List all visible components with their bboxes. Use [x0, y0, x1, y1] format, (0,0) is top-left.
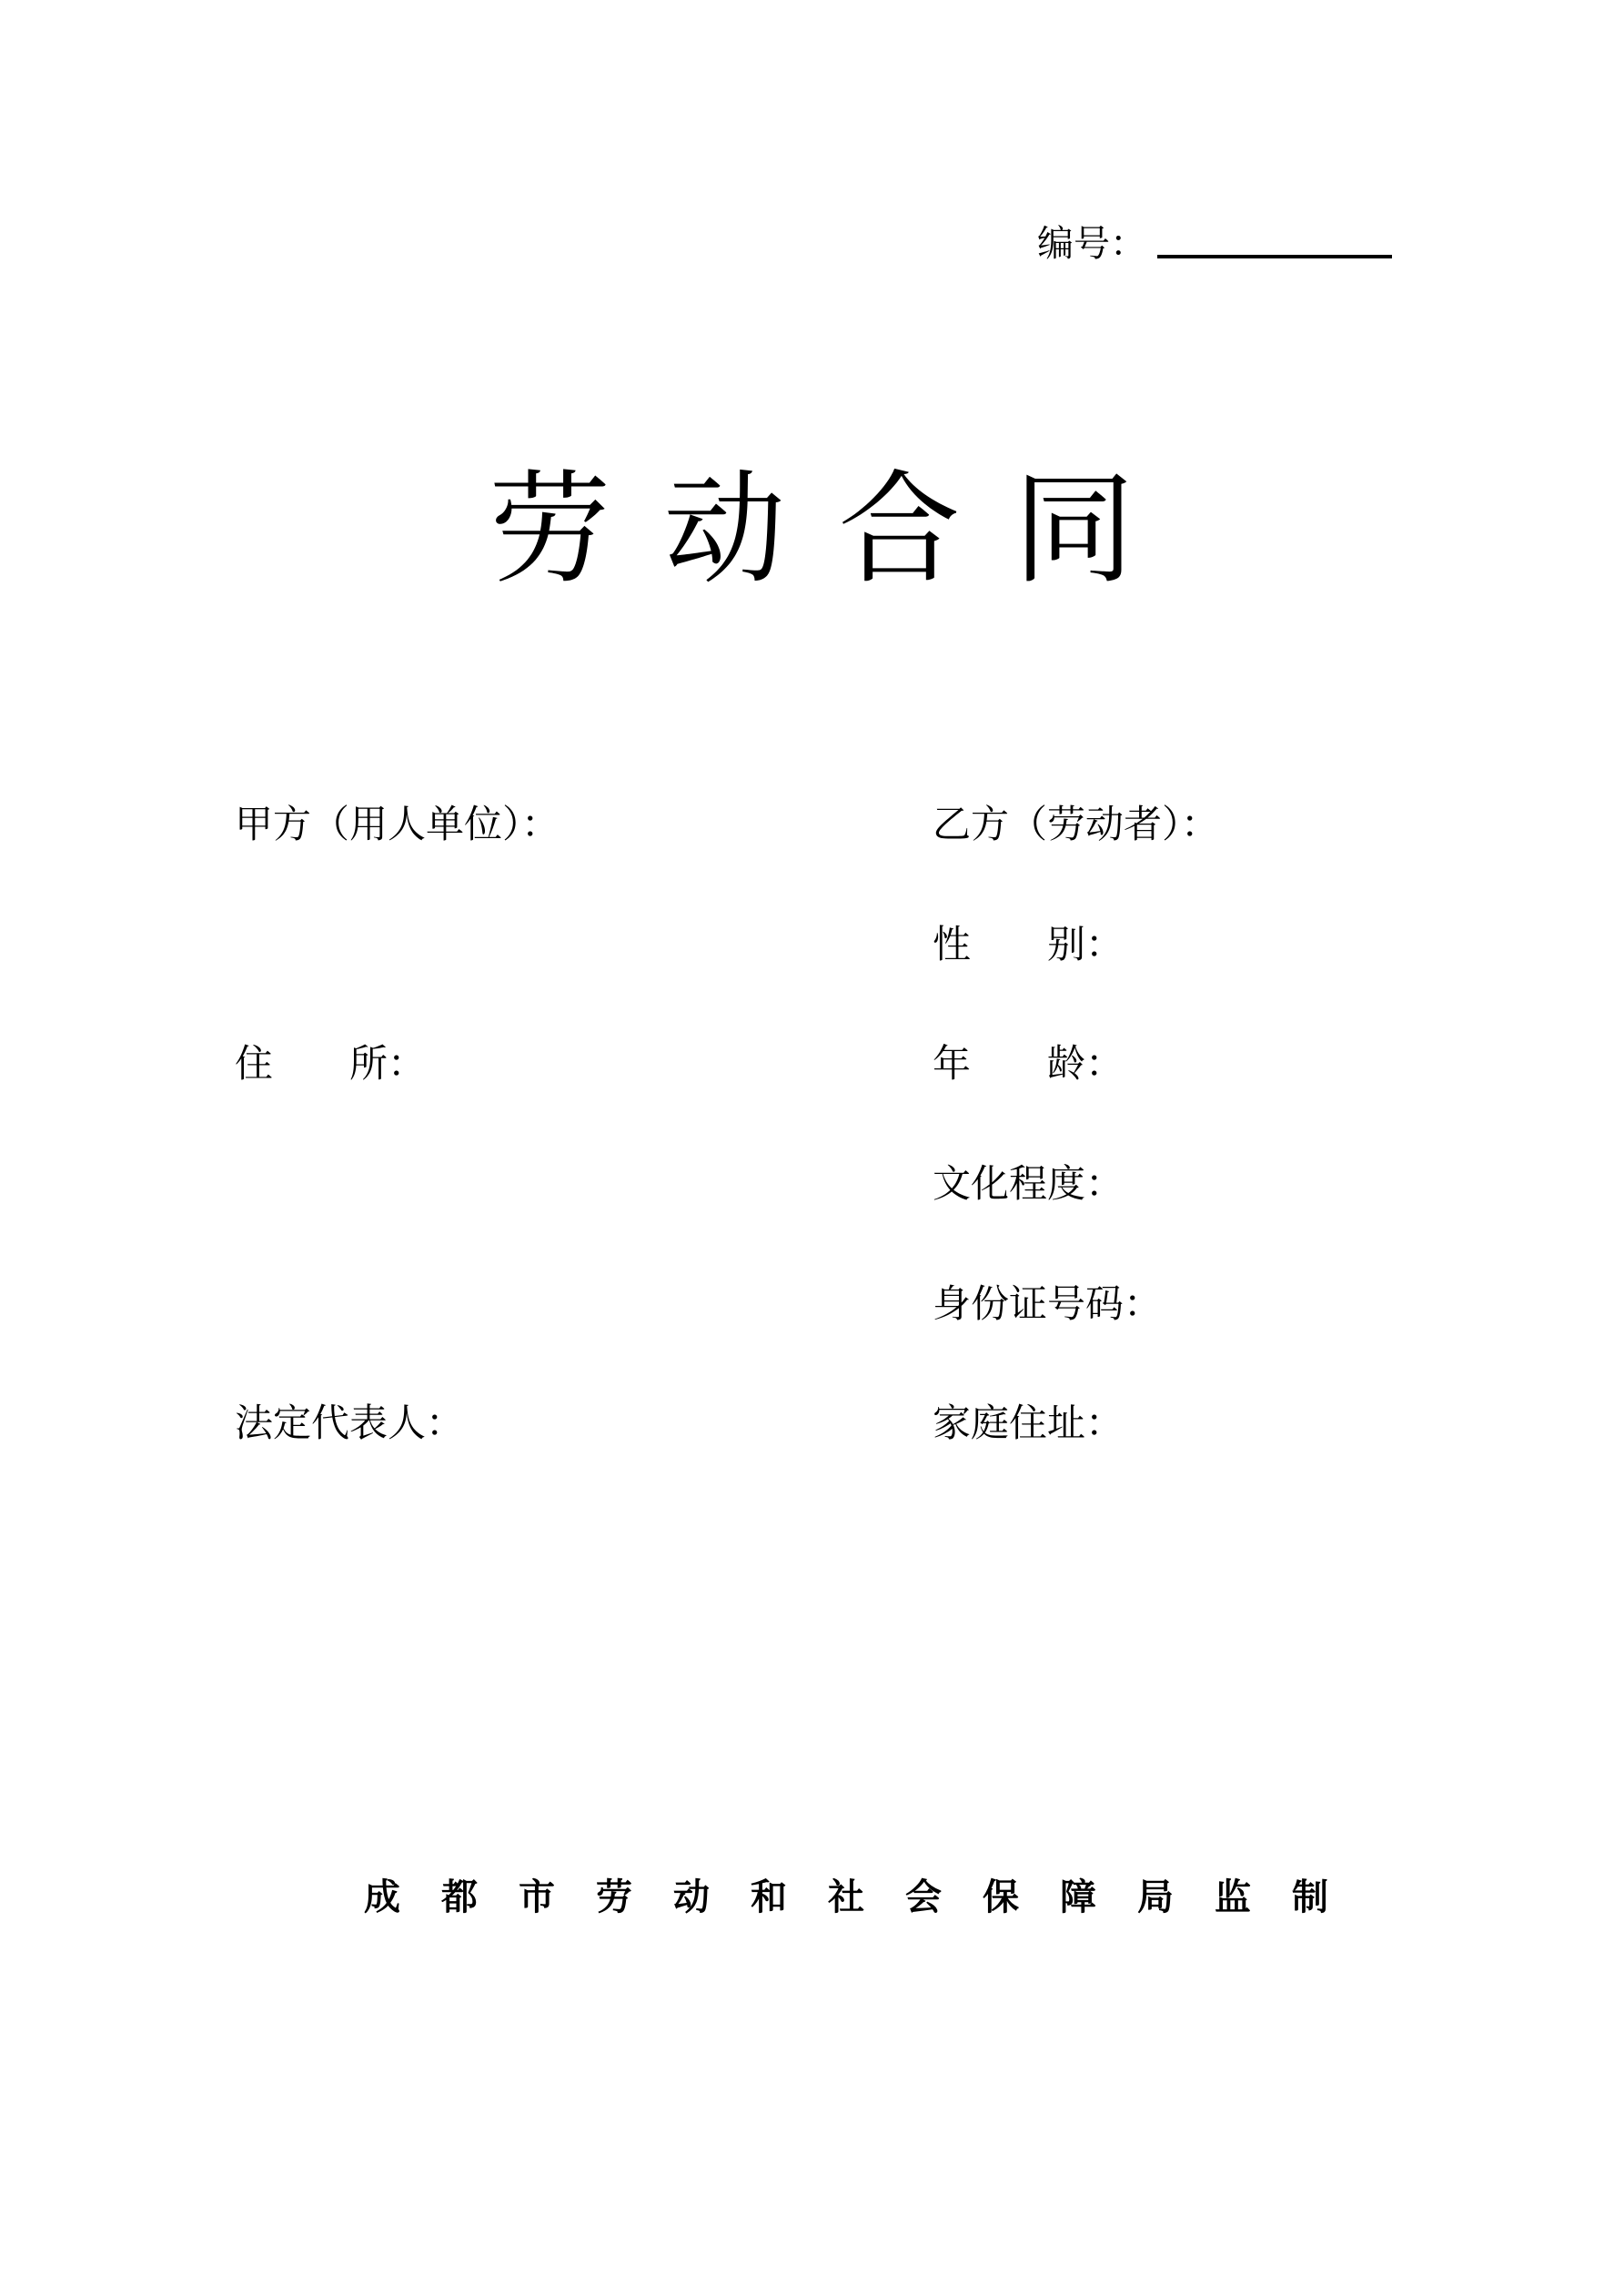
issuer-char: 市: [519, 1876, 555, 1918]
issuer-char: 局: [1137, 1876, 1174, 1918]
issuer-char: 和: [751, 1876, 787, 1918]
document-title: 劳动合同: [489, 459, 1188, 601]
issuer-char: 成: [364, 1876, 400, 1918]
party-b-label: 乙方（劳动者）：: [933, 802, 1220, 846]
issuer-char: 劳: [596, 1876, 632, 1918]
issuer-char: 制: [1292, 1876, 1328, 1918]
issuer-char: 障: [1060, 1876, 1096, 1918]
issuing-authority: [364, 1876, 1328, 1918]
issuer-char: 都: [441, 1876, 478, 1918]
party-a-label: 甲方（用人单位）：: [235, 802, 560, 846]
issuer-char: 社: [828, 1876, 864, 1918]
age-label: 年 龄：: [933, 1041, 1125, 1086]
issuer-char: 动: [673, 1876, 710, 1918]
education-label: 文化程度：: [933, 1161, 1125, 1206]
id-number-label: 身份证号码：: [933, 1281, 1163, 1326]
issuer-char: 保: [983, 1876, 1019, 1918]
home-address-label: 家庭住址：: [933, 1401, 1125, 1445]
contract-number-row: [1037, 207, 1392, 265]
address-label: 住 所：: [235, 1041, 427, 1086]
gender-label: 性 别：: [933, 922, 1125, 966]
contract-number-blank[interactable]: [1157, 255, 1392, 258]
issuer-char: 会: [905, 1876, 942, 1918]
legal-representative-label: 法定代表人：: [235, 1401, 465, 1445]
contract-number-label: 编号：: [1037, 223, 1146, 265]
issuer-char: 监: [1215, 1876, 1251, 1918]
